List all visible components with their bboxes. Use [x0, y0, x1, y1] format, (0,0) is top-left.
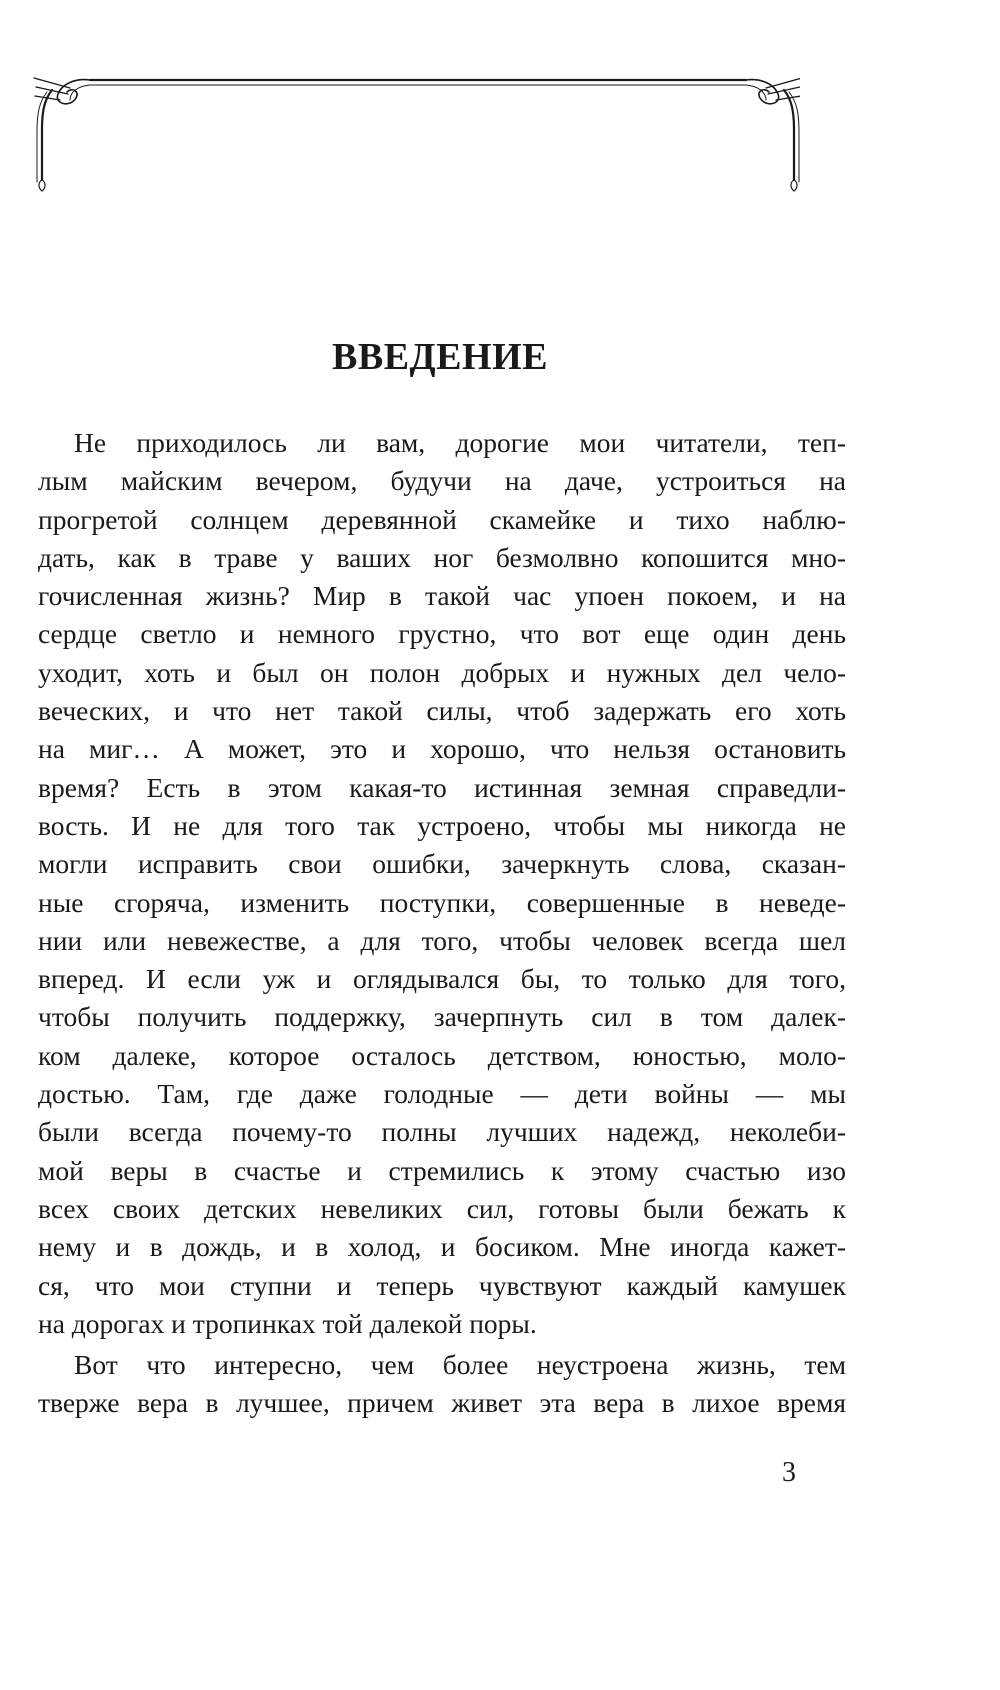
text-line: сердце светло и немного грустно, что вот еще один день — [38, 618, 846, 650]
text-line: Вот что интересно, чем более неустроена жизнь, тем — [74, 1349, 846, 1381]
text-line: Не приходилось ли вам, дорогие мои читатели, теп- — [74, 427, 846, 458]
text-line: мой веры в счастье и стремились к этому счастью изо — [38, 1154, 846, 1186]
text-line: достью. Там, где даже голодные — дети войны — мы — [38, 1078, 846, 1110]
text-line: ся, что мои ступни и теперь чувствуют каждый камушек — [38, 1269, 846, 1301]
text-line: гочисленная жизнь? Мир в такой час упоен покоем, и на — [38, 580, 846, 612]
text-line: время? Есть в этом какая-то истинная земная справедли- — [38, 771, 846, 803]
chapter-title: ВВЕДЕНИЕ — [332, 336, 548, 378]
page-number: 3 — [782, 1457, 796, 1488]
text-line: вость. И не для того так устроено, чтобы мы никогда не — [38, 809, 846, 841]
text-line: прогретой солнцем деревянной скамейке и тихо наблю- — [38, 503, 846, 535]
text-line: ные сгоряча, изменить поступки, совершенные в неведе- — [38, 886, 846, 918]
text-line: могли исправить свои ошибки, зачеркнуть слова, сказан- — [38, 848, 846, 880]
paragraph-1 — [38, 424, 846, 1343]
text-line: дать, как в траве у ваших ног безмолвно копошится мно- — [38, 541, 846, 573]
text-line: чтобы получить поддержку, зачерпнуть сил в том далек- — [38, 1001, 846, 1033]
text-line: были всегда почему-то полны лучших надежд, неколеби- — [38, 1116, 846, 1148]
text-line: веческих, и что нет такой силы, чтоб задержать его хоть — [38, 695, 846, 727]
text-line: лым майским вечером, будучи на даче, устроиться на — [38, 465, 846, 497]
text-line: на миг… А может, это и хорошо, что нельзя остановить — [38, 733, 846, 765]
header-ornament — [30, 70, 800, 200]
text-line: тверже вера в лучшее, причем живет эта вера в лихое время — [38, 1387, 846, 1419]
text-line: нему и в дождь, и в холод, и босиком. Мне иногда кажет- — [38, 1231, 846, 1263]
body-text — [38, 424, 846, 1423]
paragraph-2 — [38, 1346, 846, 1423]
text-line: вперед. И если уж и оглядывался бы, то только для того, — [38, 963, 846, 995]
text-line: на дорогах и тропинках той далекой поры. — [38, 1307, 537, 1339]
text-line: нии или невежестве, а для того, чтобы человек всегда шел — [38, 924, 846, 956]
text-line: ком далеке, которое осталось детством, юностью, моло- — [38, 1039, 846, 1071]
text-line: всех своих детских невеликих сил, готовы были бежать к — [38, 1192, 846, 1224]
text-line: уходит, хоть и был он полон добрых и нужных дел чело- — [38, 656, 846, 688]
